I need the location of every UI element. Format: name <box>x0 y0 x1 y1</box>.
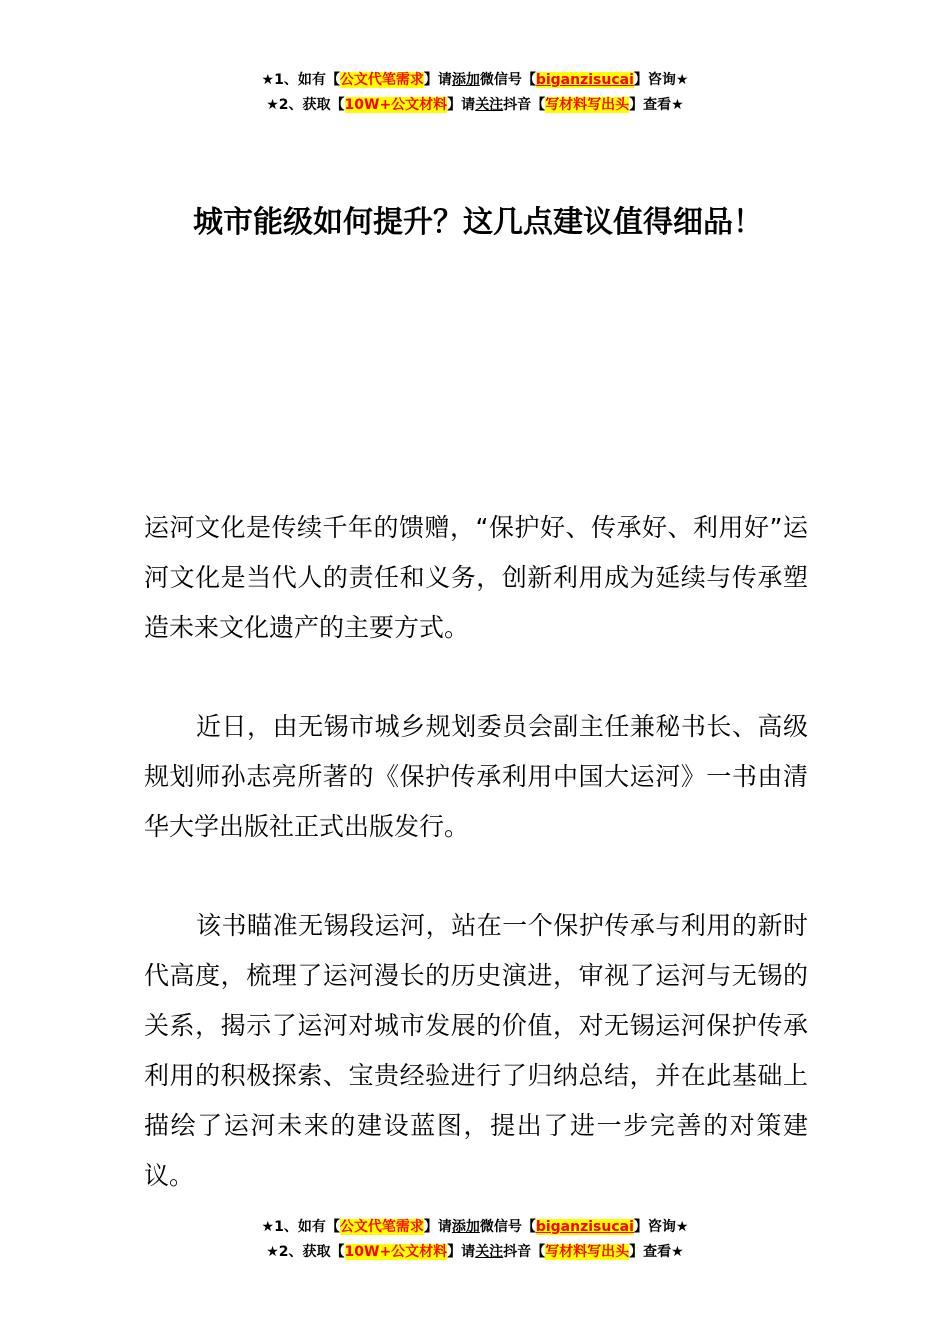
material-highlight: 10W+公文材料 <box>344 1244 448 1260</box>
paragraph-1: 运河文化是传续千年的馈赠，“保护好、传承好、利用好”运河文化是当代人的责任和义务，创新利用成为延续与传承塑造未来文化遗产的主要方式。 <box>144 513 808 642</box>
douyin-id-highlight: 写材料写出头 <box>545 97 630 113</box>
banner-text: ★2、获取【 <box>266 1244 345 1260</box>
wechat-id-highlight: biganzisucai <box>535 72 634 88</box>
douyin-id-highlight: 写材料写出头 <box>545 1244 630 1260</box>
banner-line-1 <box>0 68 950 93</box>
banner-action-text: 关注 <box>475 1244 504 1260</box>
banner-text: 】请 <box>423 72 452 88</box>
paragraph-2: 近日，由无锡市城乡规划委员会副主任兼秘书长、高级规划师孙志亮所著的《保护传承利用中国大运河》一书由清华大学出版社正式出版发行。 <box>144 712 808 841</box>
banner-line-2 <box>0 93 950 118</box>
banner-text: ★1、如有【 <box>261 72 340 88</box>
banner-action-text: 添加 <box>451 1219 480 1235</box>
banner-text: 】查看★ <box>629 1244 684 1260</box>
banner-text: 】请 <box>447 1244 476 1260</box>
banner-line-1 <box>0 1215 950 1240</box>
banner-text: ★1、如有【 <box>261 1219 340 1235</box>
page-title: 城市能级如何提升？这几点建议值得细品！ <box>193 205 763 240</box>
banner-text: 】咨询★ <box>633 72 689 88</box>
service-highlight: 公文代笔需求 <box>339 72 424 88</box>
banner-text: ★2、获取【 <box>266 97 345 113</box>
banner-text: 微信号【 <box>479 1219 536 1235</box>
paragraph-3: 该书瞄准无锡段运河，站在一个保护传承与利用的新时代高度，梳理了运河漫长的历史演进，审视了运河与无锡的关系，揭示了运河对城市发展的价值，对无锡运河保护传承利用的积极探索、宝贵经验进行了归纳总结，并在此基础上描绘了运河未来的建设蓝图，提出了进一步完善的对策建议。 <box>144 911 808 1190</box>
banner-text: 抖音【 <box>503 1244 546 1260</box>
banner-action-text: 添加 <box>451 72 480 88</box>
banner-text: 抖音【 <box>503 97 546 113</box>
footer-banner <box>0 1215 950 1265</box>
wechat-id-highlight: biganzisucai <box>535 1219 634 1235</box>
banner-action-text: 关注 <box>475 97 504 113</box>
banner-line-2 <box>0 1240 950 1265</box>
header-banner <box>0 68 950 118</box>
banner-text: 】请 <box>447 97 476 113</box>
service-highlight: 公文代笔需求 <box>339 1219 424 1235</box>
banner-text: 】请 <box>423 1219 452 1235</box>
material-highlight: 10W+公文材料 <box>344 97 448 113</box>
banner-text: 】查看★ <box>629 97 684 113</box>
banner-text: 微信号【 <box>479 72 536 88</box>
banner-text: 】咨询★ <box>633 1219 689 1235</box>
